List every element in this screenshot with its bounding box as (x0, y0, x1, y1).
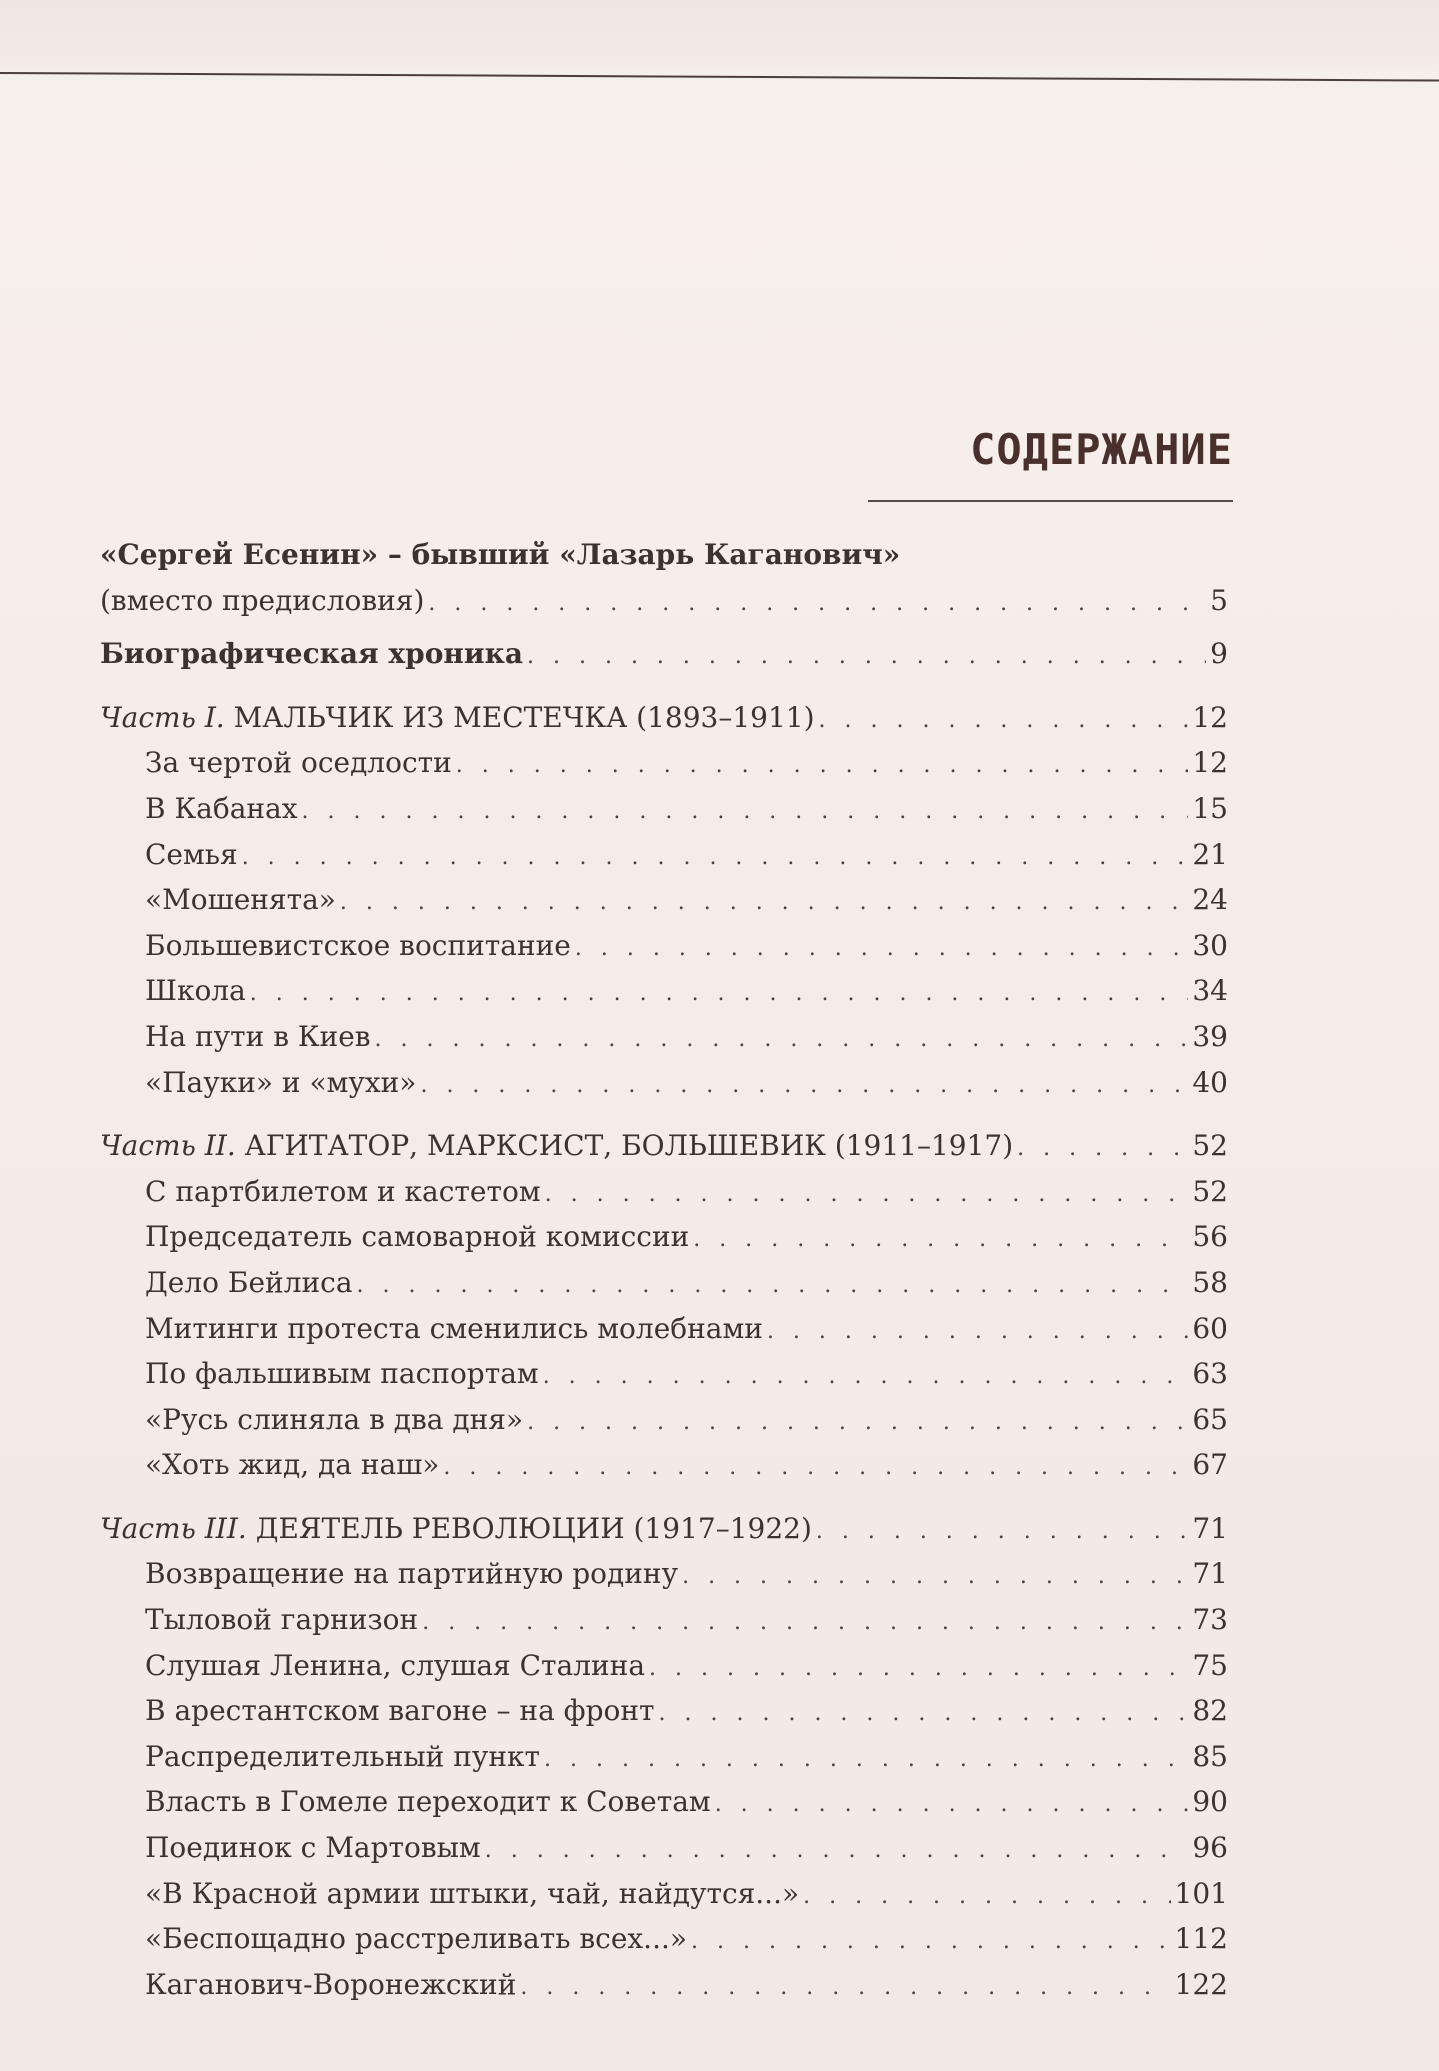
page-number: 73 (1192, 1603, 1228, 1637)
dot-leader (527, 634, 1206, 680)
toc-chapter[interactable] (100, 1442, 1228, 1488)
toc-chapter[interactable] (100, 1060, 1228, 1106)
page-number: 58 (1192, 1265, 1228, 1299)
page-number: 122 (1174, 1967, 1228, 2001)
page-number: 112 (1174, 1922, 1228, 1956)
entry-label: «Мошенята» (145, 883, 336, 917)
page-number: 21 (1192, 837, 1228, 871)
page-number: 40 (1192, 1065, 1228, 1099)
toc-chapter[interactable] (100, 832, 1228, 878)
toc-entry-preface-title[interactable] (100, 532, 1228, 578)
page-number: 24 (1192, 883, 1228, 917)
dot-leader (428, 581, 1206, 627)
part-title: ДЕЯТЕЛЬ РЕВОЛЮЦИИ (1917–1922) (255, 1511, 812, 1545)
dot-leader (242, 835, 1189, 881)
page-number: 52 (1192, 1174, 1228, 1208)
entry-label (100, 695, 815, 741)
entry-label (100, 1123, 1013, 1169)
part-prefix: Часть II. (100, 1129, 236, 1163)
dot-leader (375, 1017, 1189, 1063)
toc-chapter[interactable] (100, 1779, 1228, 1825)
entry-label: Митинги протеста сменились молебнами (145, 1311, 763, 1345)
dot-leader (767, 1309, 1188, 1355)
dot-leader (575, 926, 1188, 972)
entry-label: Школа (145, 974, 246, 1008)
entry-label: Каганович-Воронежский (145, 1967, 517, 2001)
entry-label: Слушая Ленина, слушая Сталина (145, 1648, 646, 1682)
toc-chapter[interactable] (100, 1688, 1228, 1734)
dot-leader (340, 880, 1188, 926)
part-prefix: Часть I. (100, 700, 225, 734)
toc-chapter[interactable] (100, 1397, 1228, 1443)
table-of-contents (100, 532, 1228, 2007)
entry-label: Председатель самоварной комиссии (145, 1220, 690, 1254)
dot-leader (420, 1063, 1188, 1109)
dot-leader (357, 1263, 1189, 1309)
page-number: 63 (1192, 1357, 1228, 1391)
dot-leader (803, 1874, 1170, 1920)
entry-label: В Кабанах (145, 791, 298, 825)
entry-label: Возвращение на партийную родину (145, 1557, 679, 1591)
entry-label: На пути в Киев (145, 1019, 371, 1053)
page-number: 12 (1192, 746, 1228, 780)
previous-page-edge (0, 0, 1439, 72)
dot-leader (816, 1509, 1188, 1555)
toc-chapter[interactable] (100, 1871, 1228, 1917)
entry-label: В арестантском вагоне – на фронт (145, 1694, 655, 1728)
toc-chapter[interactable] (100, 877, 1228, 923)
toc-part-1[interactable] (100, 695, 1228, 741)
page-number: 90 (1192, 1785, 1228, 1819)
dot-leader (250, 971, 1189, 1017)
page-number: 56 (1192, 1220, 1228, 1254)
toc-entry-chronicle[interactable] (100, 631, 1228, 677)
dot-leader (485, 1828, 1189, 1874)
toc-chapter[interactable] (100, 786, 1228, 832)
toc-chapter[interactable] (100, 1014, 1228, 1060)
page-number: 96 (1192, 1831, 1228, 1865)
page-number: 71 (1192, 1557, 1228, 1591)
toc-chapter[interactable] (100, 740, 1228, 786)
dot-leader (302, 789, 1189, 835)
dot-leader (422, 1600, 1188, 1646)
page-number: 15 (1192, 791, 1228, 825)
page-number: 9 (1210, 637, 1228, 671)
dot-leader (819, 698, 1189, 744)
entry-label: (вместо предисловия) (100, 583, 425, 617)
entry-label: Семья (145, 837, 238, 871)
header-rule (0, 72, 1439, 82)
entry-label: С партбилетом и кастетом (145, 1174, 541, 1208)
part-prefix: Часть III. (100, 1511, 247, 1545)
entry-label: Биографическая хроника (100, 637, 523, 671)
dot-leader (682, 1554, 1188, 1600)
entry-label: Большевистское воспитание (145, 928, 571, 962)
entry-label: Распределительный пункт (145, 1739, 541, 1773)
entry-label: По фальшивым паспортам (145, 1357, 539, 1391)
toc-part-3[interactable] (100, 1506, 1228, 1552)
part-title: АГИТАТОР, МАРКСИСТ, БОЛЬШЕВИК (1911–1917) (244, 1129, 1014, 1163)
title-underline (868, 500, 1233, 502)
toc-chapter[interactable] (100, 1734, 1228, 1780)
toc-chapter[interactable] (100, 923, 1228, 969)
page-number: 85 (1192, 1739, 1228, 1773)
dot-leader (520, 1965, 1170, 2011)
toc-chapter[interactable] (100, 1825, 1228, 1871)
entry-label: Тыловой гарнизон (145, 1603, 419, 1637)
toc-chapter[interactable] (100, 1214, 1228, 1260)
dot-leader (527, 1400, 1188, 1446)
entry-label (100, 1506, 812, 1552)
entry-label: «Русь слиняла в два дня» (145, 1402, 524, 1436)
dot-leader (443, 1445, 1188, 1491)
dot-leader (659, 1691, 1189, 1737)
part-title: МАЛЬЧИК ИЗ МЕСТЕЧКА (1893–1911) (233, 700, 815, 734)
entry-label: «Пауки» и «мухи» (145, 1065, 417, 1099)
page-number: 82 (1192, 1694, 1228, 1728)
toc-chapter[interactable] (100, 1260, 1228, 1306)
page-number: 75 (1192, 1648, 1228, 1682)
page-number: 71 (1192, 1511, 1228, 1545)
dot-leader (1017, 1126, 1188, 1172)
entry-label: Поединок с Мартовым (145, 1831, 481, 1865)
toc-part-2[interactable] (100, 1123, 1228, 1169)
entry-label: «Сергей Есенин» – бывший «Лазарь Каганович» (100, 538, 901, 571)
dot-leader (545, 1172, 1189, 1218)
toc-chapter[interactable] (100, 1306, 1228, 1352)
page-number: 39 (1192, 1019, 1228, 1053)
entry-label: «Беспощадно расстреливать всех...» (145, 1922, 688, 1956)
dot-leader (543, 1354, 1189, 1400)
page-title: СОДЕРЖАНИЕ (970, 425, 1233, 474)
dot-leader (715, 1782, 1189, 1828)
toc-chapter[interactable] (100, 1962, 1228, 2008)
entry-label: Власть в Гомеле переходит к Советам (145, 1785, 711, 1819)
toc-chapter[interactable] (100, 1597, 1228, 1643)
dot-leader (456, 743, 1189, 789)
toc-chapter[interactable] (100, 1551, 1228, 1597)
entry-label: За чертой оседлости (145, 746, 452, 780)
entry-label: Дело Бейлиса (145, 1265, 353, 1299)
page-number: 12 (1192, 700, 1228, 734)
page-number: 67 (1192, 1448, 1228, 1482)
page-number: 30 (1192, 928, 1228, 962)
entry-label: «Хоть жид, да наш» (145, 1448, 440, 1482)
page-number: 65 (1192, 1402, 1228, 1436)
entry-label: «В Красной армии штыки, чай, найдутся...» (145, 1876, 800, 1910)
toc-chapter[interactable] (100, 968, 1228, 1014)
page-number: 60 (1192, 1311, 1228, 1345)
page-number: 34 (1192, 974, 1228, 1008)
dot-leader (649, 1646, 1188, 1692)
dot-leader (693, 1217, 1188, 1263)
dot-leader (691, 1919, 1171, 1965)
toc-entry-preface[interactable] (100, 578, 1228, 624)
page-number: 101 (1174, 1876, 1228, 1910)
page-number: 5 (1210, 583, 1228, 617)
toc-chapter[interactable] (100, 1643, 1228, 1689)
dot-leader (544, 1737, 1188, 1783)
toc-chapter[interactable] (100, 1169, 1228, 1215)
page-number: 52 (1192, 1129, 1228, 1163)
toc-chapter[interactable] (100, 1351, 1228, 1397)
toc-chapter[interactable] (100, 1916, 1228, 1962)
